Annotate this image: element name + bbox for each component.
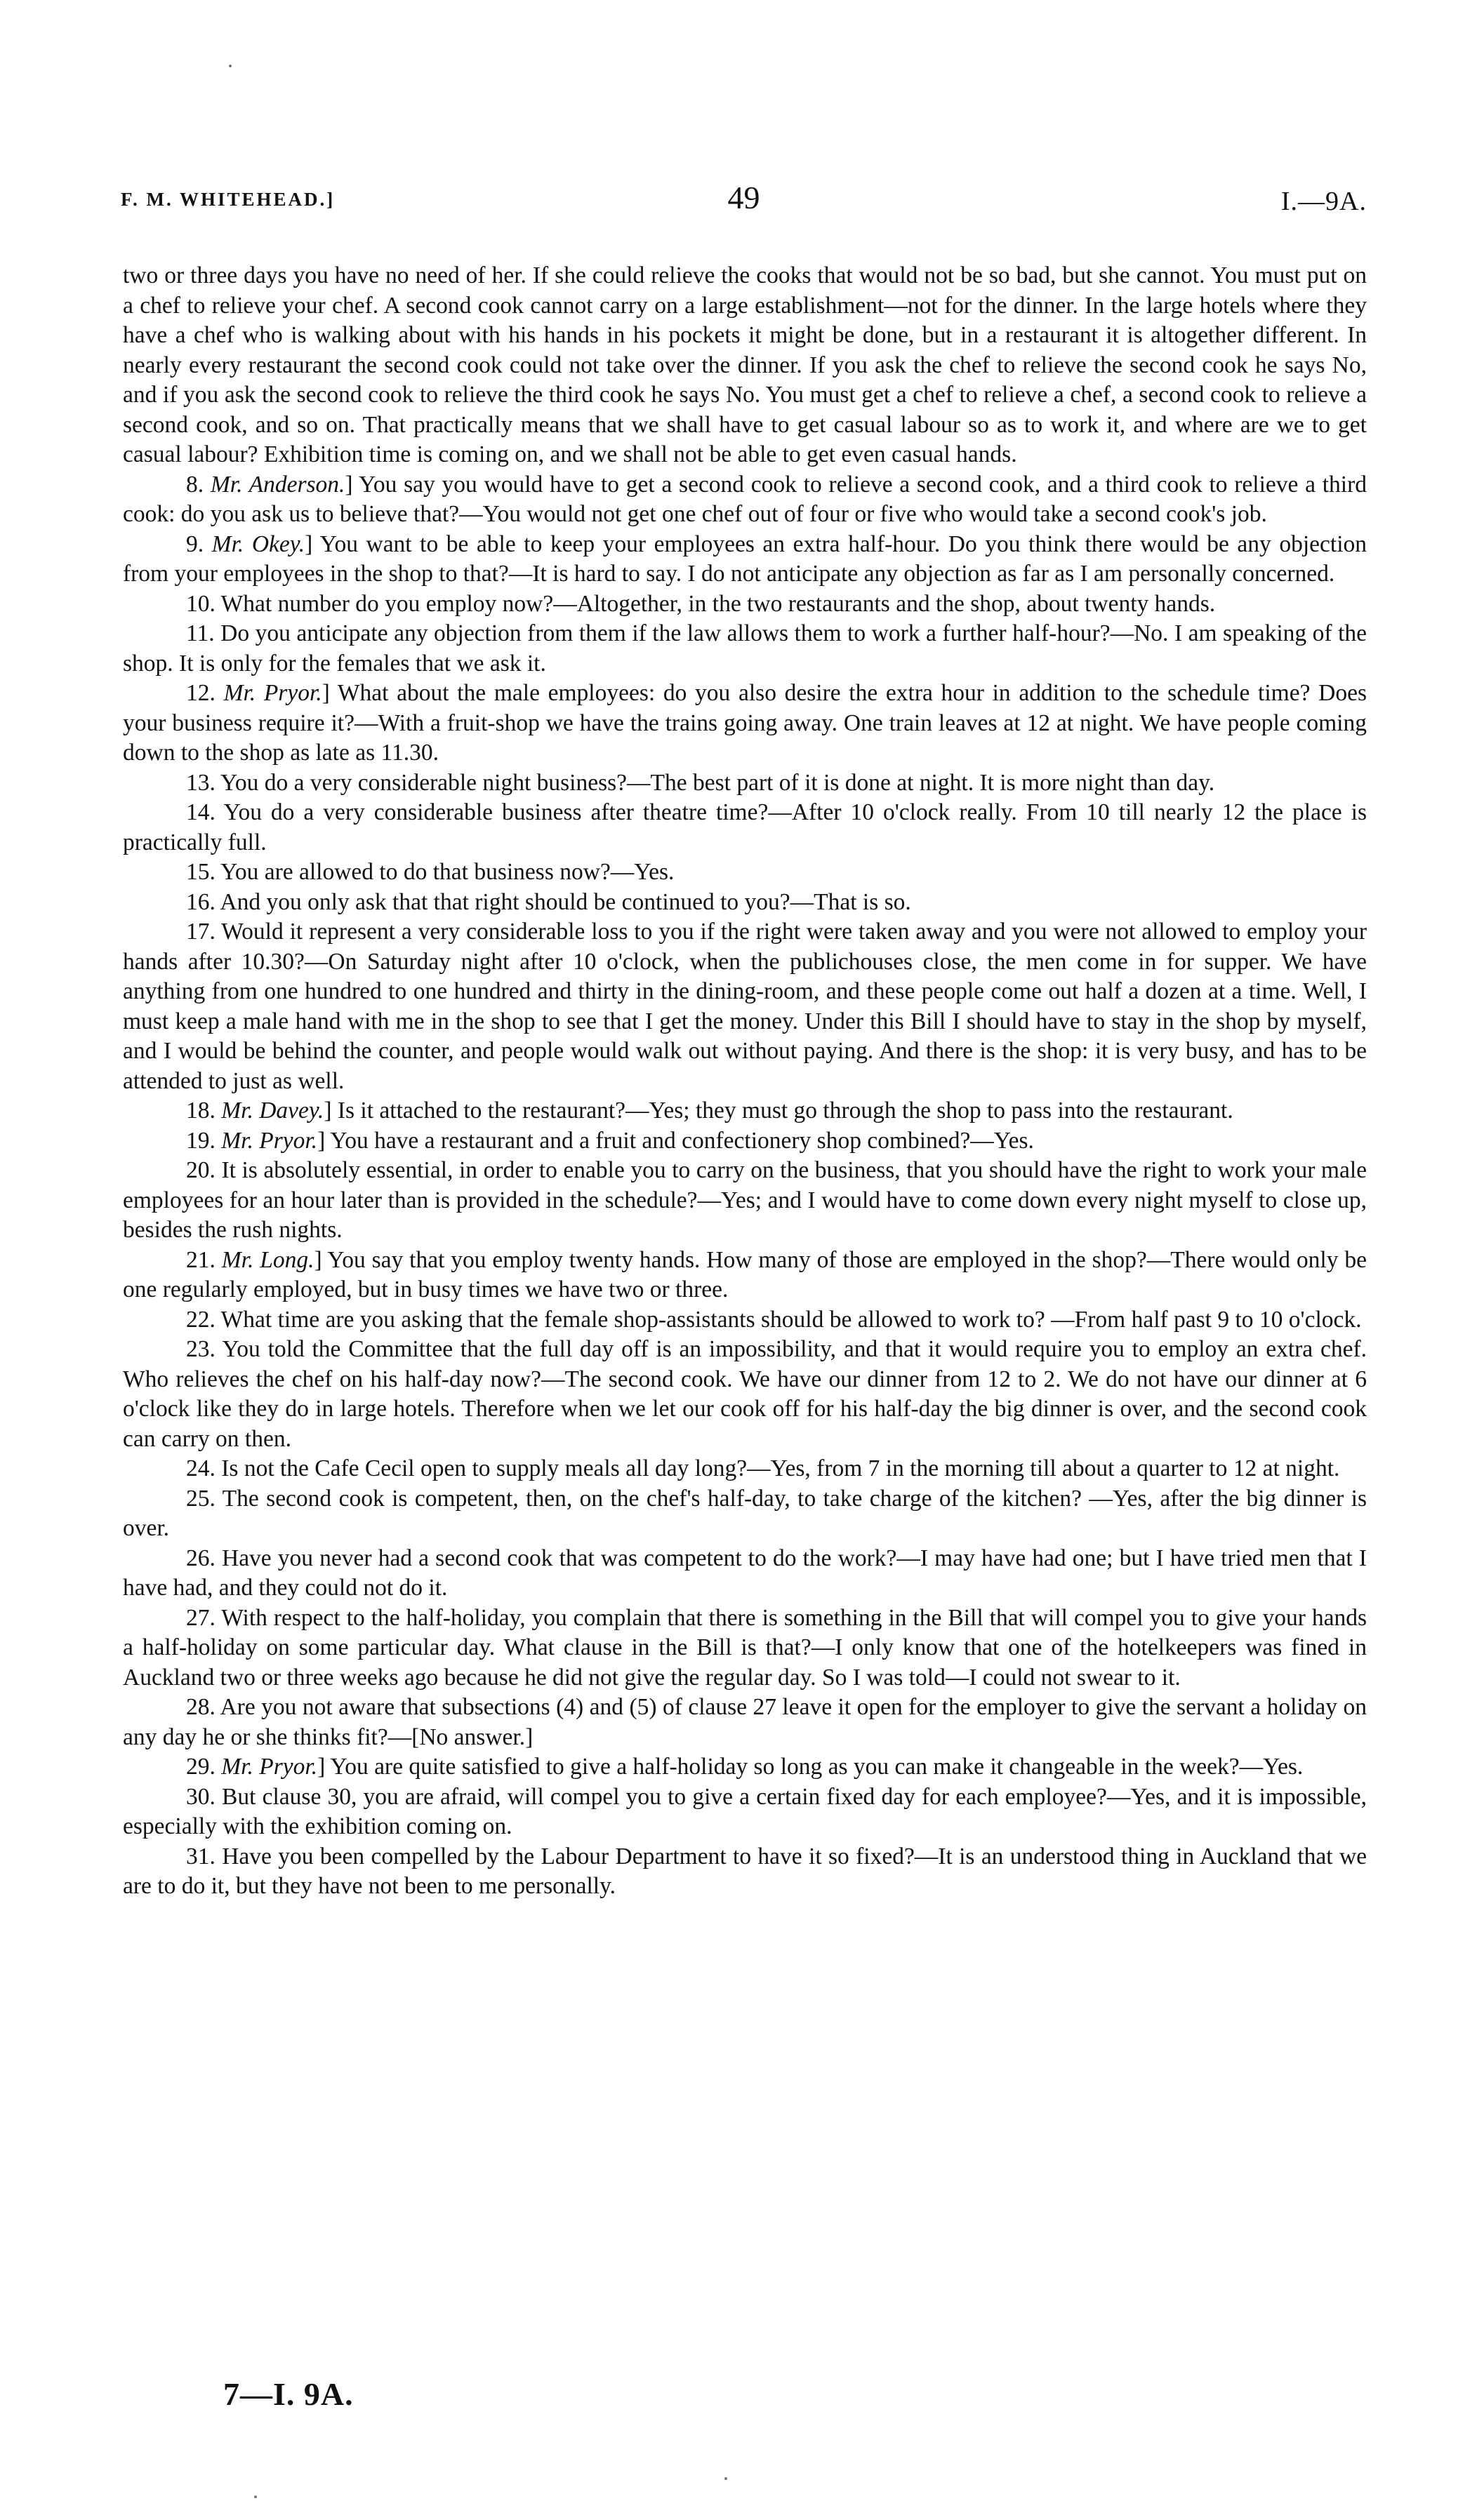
paragraph-text: You do a very considerable business after theatre time?—After 10 o'clock really. From 10 till nearly 12 the place is practically full. xyxy=(123,799,1367,855)
page-number: 49 xyxy=(727,180,760,215)
paragraph-q21 xyxy=(123,1246,1367,1305)
paragraph-text: The second cook is competent, then, on the chef's half-day, to take charge of the kitchen? —Yes, after the big dinner is over. xyxy=(123,1485,1367,1541)
witness-name-header: F. M. WHITEHEAD.] xyxy=(121,189,336,210)
page-header xyxy=(121,179,1367,229)
question-number: 29. xyxy=(186,1754,216,1780)
paragraph-q22 xyxy=(123,1305,1367,1335)
paragraph-text: ] You have a restaurant and a fruit and confectionery shop combined?—Yes. xyxy=(317,1127,1034,1154)
question-number: 26. xyxy=(186,1545,216,1571)
paragraph-text: Do you anticipate any objection from them if the law allows them to work a further half-hour?—No. I am speaking of the shop. It is only for the females that we ask it. xyxy=(123,620,1367,676)
paragraph-q9 xyxy=(123,530,1367,589)
paragraph-q28 xyxy=(123,1693,1367,1752)
paragraph-text: ] You say you would have to get a second cook to relieve a second cook, and a third cook to relieve a third cook: do you ask us to believe that?—You would not get one chef out of four or five who would take a second cook's job. xyxy=(123,471,1367,527)
question-number: 28. xyxy=(186,1694,216,1720)
question-number: 13. xyxy=(186,769,216,796)
speck-mark xyxy=(254,2495,257,2498)
paragraph-q26 xyxy=(123,1544,1367,1604)
question-number: 31. xyxy=(186,1843,216,1869)
paragraph-q12 xyxy=(123,679,1367,768)
paragraph-text: ] You are quite satisfied to give a half-holiday so long as you can make it changeable in the week?—Yes. xyxy=(317,1754,1304,1780)
paragraph-text: It is absolutely essential, in order to enable you to carry on the business, that you should have the right to work your male employees for an hour later than is provided in the schedule?—Yes; and I would have to come down every night myself to close up, besides the rush nights. xyxy=(123,1157,1367,1243)
speaker-name: Mr. Davey. xyxy=(221,1098,324,1124)
speaker-name: Mr. Anderson. xyxy=(210,471,345,498)
question-number: 8. xyxy=(186,471,204,498)
paragraph-text: And you only ask that that right should be continued to you?—That is so. xyxy=(220,888,911,915)
paragraph-q20 xyxy=(123,1156,1367,1246)
paragraph-q30 xyxy=(123,1782,1367,1842)
question-number: 16. xyxy=(186,888,216,915)
paragraph-q31 xyxy=(123,1842,1367,1902)
paragraph-text: two or three days you have no need of her. If she could relieve the cooks that would not be so bad, but she cannot. You must put on a chef to relieve your chef. A second cook cannot carry on a large establishment—not for the dinner. In the large hotels where they have a chef who is walking about with his hands in his pockets it might be done, but in a restaurant it is altogether different. In nearly every restaurant the second cook could not take over the dinner. If you ask the chef to relieve the second cook he says No, and if you ask the second cook to relieve the third cook he says No. You must get a chef to relieve a chef, a second cook to relieve a second cook, and so on. That practically means that we shall have to get casual labour so as to work it, and where are we to get casual labour? Exhibition time is coming on, and we shall not be able to get even casual hands. xyxy=(123,262,1367,467)
paragraph-q27 xyxy=(123,1604,1367,1693)
speck-mark xyxy=(229,65,232,67)
question-number: 9. xyxy=(186,531,204,557)
question-number: 18. xyxy=(186,1098,216,1124)
paragraph-text: ] You want to be able to keep your employees an extra half-hour. Do you think there would be any objection from your employees in the shop to that?—It is hard to say. I do not anticipate any objection as far as I am personally concerned. xyxy=(123,531,1367,587)
paragraph-text: ] You say that you employ twenty hands. How many of those are employed in the shop?—There would only be one regularly employed, but in busy times we have two or three. xyxy=(123,1246,1367,1302)
paragraph-text: What time are you asking that the female shop-assistants should be allowed to work to? —From half past 9 to 10 o'clock. xyxy=(220,1306,1362,1333)
paragraph-q29 xyxy=(123,1752,1367,1782)
paragraph-q14 xyxy=(123,798,1367,858)
question-number: 11. xyxy=(186,620,215,646)
question-number: 10. xyxy=(186,590,216,617)
document-reference: I.—9A. xyxy=(1280,187,1367,216)
question-number: 17. xyxy=(186,919,216,945)
paragraph-q16 xyxy=(123,888,1367,918)
paragraph-q17 xyxy=(123,917,1367,1096)
speaker-name: Mr. Long. xyxy=(221,1246,314,1273)
paragraph-q25 xyxy=(123,1484,1367,1544)
paragraph-text: You are allowed to do that business now?—Yes. xyxy=(220,859,675,885)
paragraph-text: Are you not aware that subsections (4) and (5) of clause 27 leave it open for the employer to give the servant a holiday on any day he or she thinks fit?—[No answer.] xyxy=(123,1694,1367,1750)
question-number: 30. xyxy=(186,1783,216,1810)
question-number: 23. xyxy=(186,1336,216,1362)
question-number: 25. xyxy=(186,1485,216,1512)
paragraph-text: Is not the Cafe Cecil open to supply meals all day long?—Yes, from 7 in the morning till about a quarter to 12 at night. xyxy=(221,1455,1340,1481)
question-number: 12. xyxy=(186,680,216,706)
paragraph-text: ] Is it attached to the restaurant?—Yes; they must go through the shop to pass into the restaurant. xyxy=(324,1098,1233,1124)
paragraph-continuation xyxy=(123,261,1367,470)
paragraph-q11 xyxy=(123,619,1367,679)
paragraph-q15 xyxy=(123,858,1367,888)
question-number: 27. xyxy=(186,1604,216,1631)
paragraph-q23 xyxy=(123,1335,1367,1454)
paragraph-q13 xyxy=(123,768,1367,799)
paragraph-text: Have you never had a second cook that was competent to do the work?—I may have had one; but I have tried men that I have had, and they could not do it. xyxy=(123,1545,1367,1601)
question-number: 14. xyxy=(186,799,216,825)
paragraph-q10 xyxy=(123,589,1367,620)
question-number: 22. xyxy=(186,1306,216,1333)
paragraph-text: You do a very considerable night business?—The best part of it is done at night. It is more night than day. xyxy=(220,769,1215,796)
paragraph-text: You told the Committee that the full day off is an impossibility, and that it would require you to employ an extra chef. Who relieves the chef on his half-day now?—The second cook. We have our dinner from 12 to 2. We do not have our dinner at 6 o'clock like they do in large hotels. Therefore when we let our cook off for his half-day the big dinner is over, and the second cook can carry on then. xyxy=(123,1336,1367,1452)
question-number: 19. xyxy=(186,1127,216,1154)
speaker-name: Mr. Pryor. xyxy=(223,680,322,706)
paragraph-text: Have you been compelled by the Labour Department to have it so fixed?—It is an understood thing in Auckland that we are to do it, but they have not been to me personally. xyxy=(123,1843,1367,1899)
paragraph-text: What number do you employ now?—Altogether, in the two restaurants and the shop, about twenty hands. xyxy=(220,590,1216,617)
paragraph-q18 xyxy=(123,1096,1367,1126)
printer-signature: 7—I. 9A. xyxy=(223,2376,354,2412)
question-number: 21. xyxy=(186,1246,216,1273)
speck-mark xyxy=(724,2477,727,2480)
speaker-name: Mr. Pryor. xyxy=(221,1127,318,1154)
document-body xyxy=(123,261,1367,1902)
paragraph-text: Would it represent a very considerable loss to you if the right were taken away and you were not allowed to employ your hands after 10.30?—On Saturday night after 10 o'clock, when the publichouses close, the men come in for supper. We have anything from one hundred to one hundred and thirty in the dining-room, and these people come out half a dozen at a time. Well, I must keep a male hand with me in the shop to see that I get the money. Under this Bill I should have to stay in the shop by myself, and I would be behind the counter, and people would walk out without paying. And there is the shop: it is very busy, and has to be attended to just as well. xyxy=(123,919,1367,1094)
paragraph-text: With respect to the half-holiday, you complain that there is something in the Bill that will compel you to give your hands a half-holiday on some particular day. What clause in the Bill is that?—I only know that one of the hotelkeepers was fined in Auckland two or three weeks ago because he did not give the regular day. So I was told—I could not swear to it. xyxy=(123,1604,1367,1691)
paragraph-text: ] What about the male employees: do you also desire the extra hour in addition to the schedule time? Does your business require it?—With a fruit-shop we have the trains going away. One train leaves at 12 at night. We have people coming down to the shop as late as 11.30. xyxy=(123,680,1367,766)
speaker-name: Mr. Okey. xyxy=(211,531,305,557)
paragraph-q24 xyxy=(123,1454,1367,1484)
question-number: 20. xyxy=(186,1157,216,1183)
question-number: 15. xyxy=(186,859,216,885)
paragraph-q19 xyxy=(123,1126,1367,1156)
paragraph-text: But clause 30, you are afraid, will compel you to give a certain fixed day for each employee?—Yes, and it is impossible, especially with the exhibition coming on. xyxy=(123,1783,1367,1839)
paragraph-q8 xyxy=(123,470,1367,530)
question-number: 24. xyxy=(186,1455,216,1481)
speaker-name: Mr. Pryor. xyxy=(221,1754,318,1780)
